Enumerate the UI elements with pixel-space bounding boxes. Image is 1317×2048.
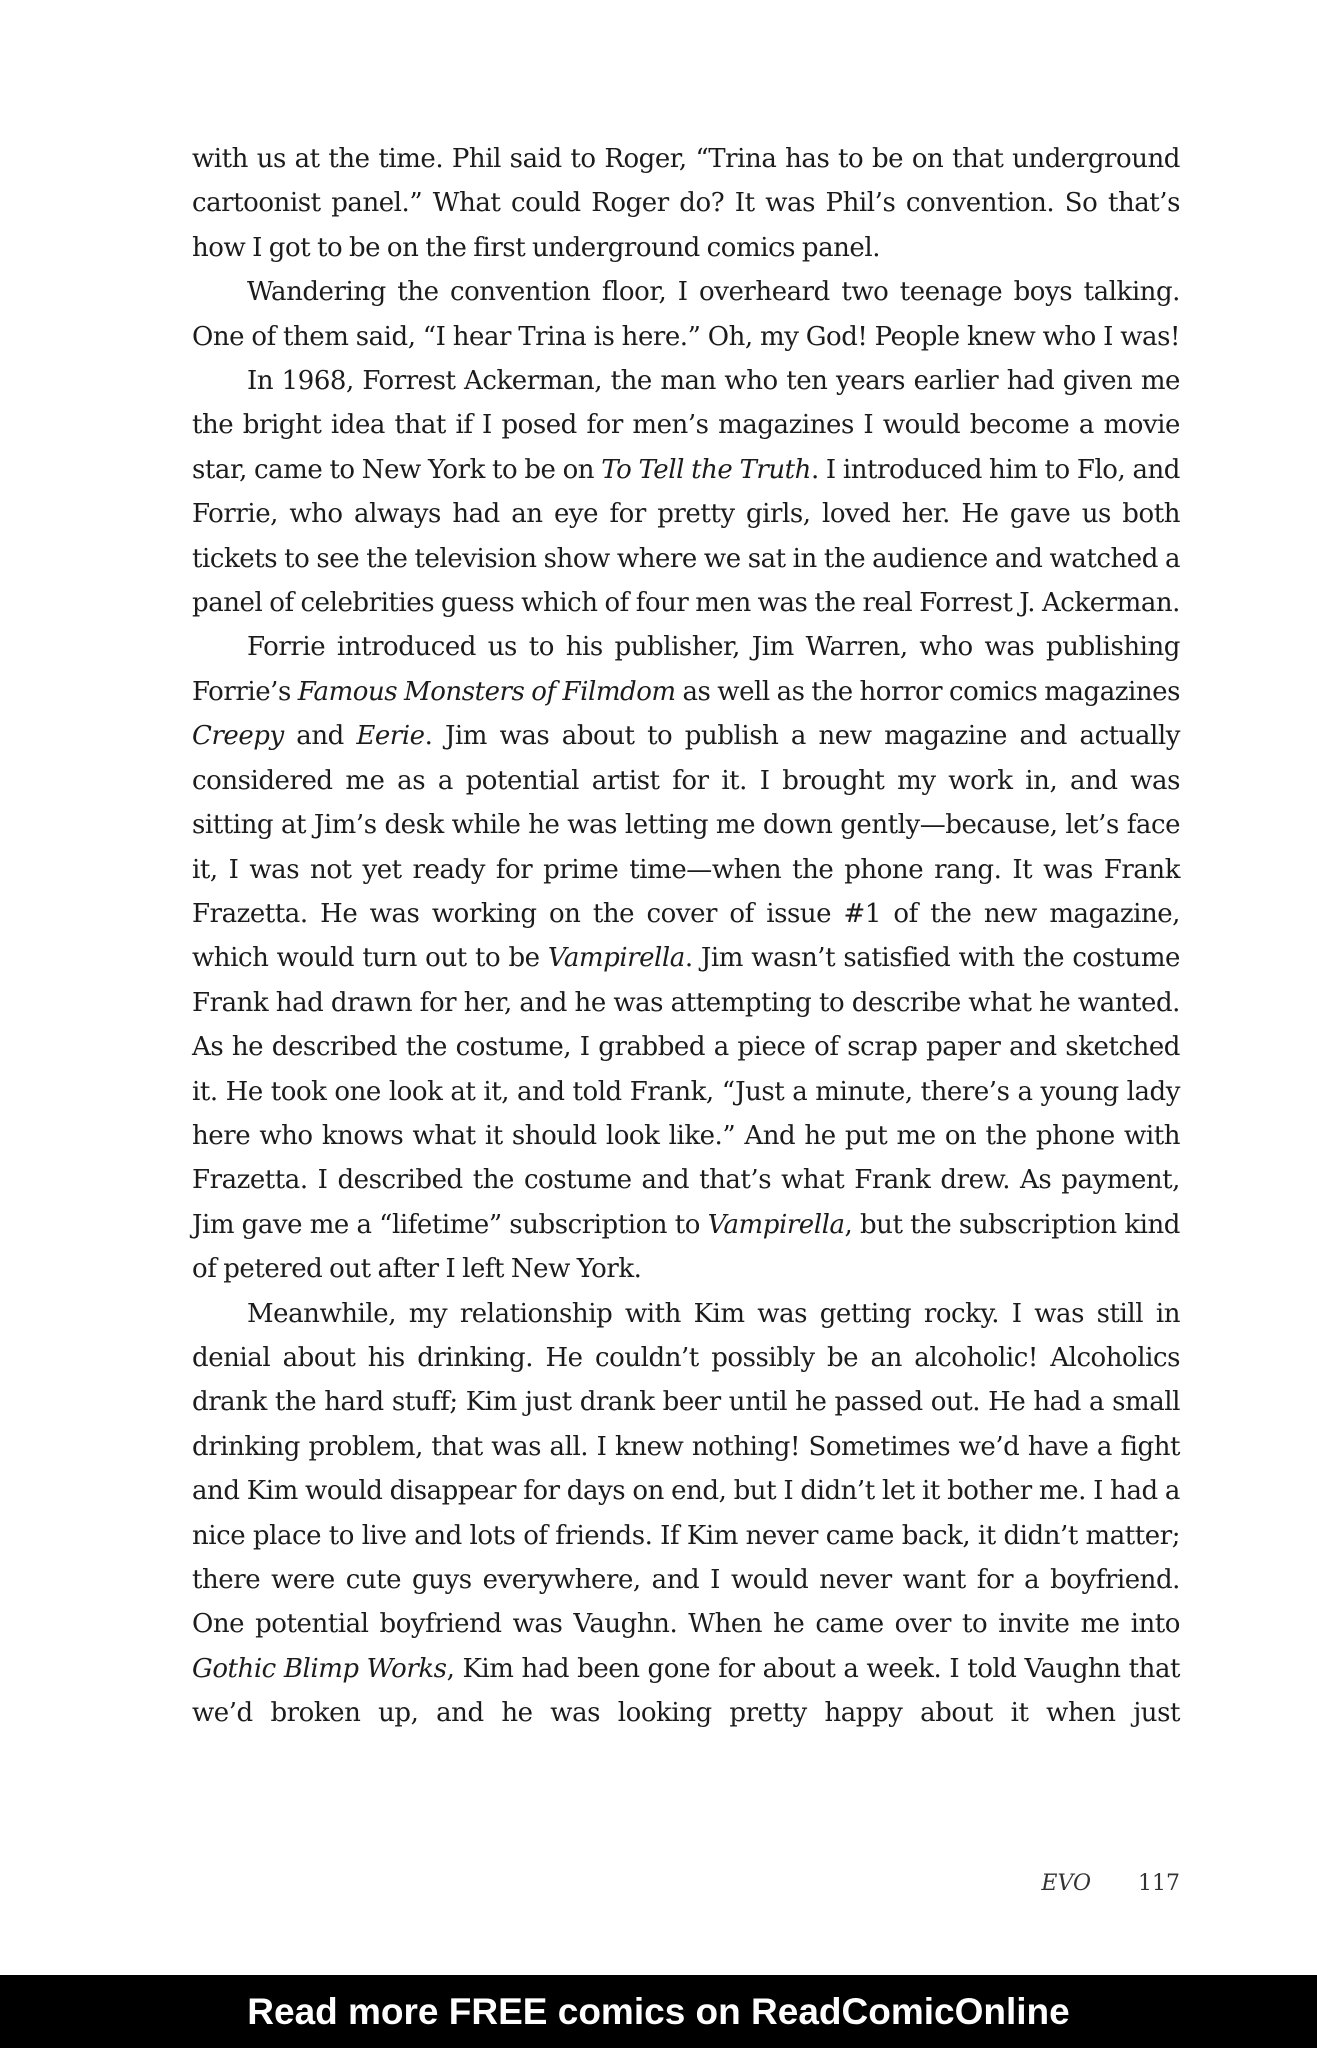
text-run: . Jim was about to publish a new magazine and actually considered me as a potential artist for it. I brought my work in, and was sitting at Jim’s desk while he was letting me down gently—because, let’s face it, I was not yet ready for prime time—when the phone rang. It was Frank Frazetta. He was working on the cover of issue #1 of the new magazine, which would turn out to be <box>192 721 1181 974</box>
text-run: Forrie introduced us to his publisher, Jim Warren, who was publishing Forrie’s <box>192 632 1180 707</box>
text-run: as well as the horror comics magazines <box>675 676 1180 707</box>
text-run: and <box>283 721 357 752</box>
italic-title: Eerie <box>356 721 425 752</box>
paragraph <box>192 270 1180 359</box>
running-title: EVO <box>1041 1871 1091 1896</box>
italic-title: Gothic Blimp Works <box>192 1653 447 1684</box>
promo-banner-text[interactable]: Read more FREE comics on ReadComicOnline <box>247 1990 1070 2032</box>
paragraph <box>192 625 1180 1291</box>
paragraph <box>192 1292 1180 1736</box>
page-number: 117 <box>1138 1871 1180 1896</box>
text-run: with us at the time. Phil said to Roger, “Trina has to be on that underground cartoonist panel.” What could Roger do? It was Phil’s convention. So that’s how I got to be on the first underground comics panel. <box>192 144 1180 263</box>
page-footer <box>192 1871 1180 1896</box>
text-run: , Kim had been gone for about a week. I told Vaughn that we’d broken up, and he was looking pretty happy about it when just <box>192 1653 1180 1729</box>
text-run: In 1968, Forrest Ackerman, the man who ten years earlier had given me the bright idea that if I posed for men’s magazines I would become a movie star, came to New York to be on <box>192 366 1180 485</box>
text-run: Wandering the convention floor, I overheard two teenage boys talking. One of them said, “I hear Trina is here.” Oh, my God! People knew who I was! <box>192 277 1180 352</box>
italic-title: Creepy <box>192 721 284 752</box>
text-run: . I introduced him to Flo, and Forrie, who always had an eye for pretty girls, loved her. He gave us both tickets to see the television show where we sat in the audience and watched a panel of celebrities guess which of four men was the real Forrest J. Ackerman. <box>192 454 1180 619</box>
italic-title: Famous Monsters of Filmdom <box>297 676 676 707</box>
paragraph <box>192 137 1180 270</box>
promo-banner[interactable] <box>0 1975 1317 2048</box>
italic-title: To Tell the Truth <box>601 454 811 485</box>
text-run: . Jim wasn’t satisfied with the costume Frank had drawn for her, and he was attempting to describe what he wanted. As he described the costume, I grabbed a piece of scrap paper and sketched it. He took one look at it, and told Frank, “Just a minute, there’s a young lady here who knows what it should look like.” And he put me on the phone with Frazetta. I described the costume and that’s what Frank drew. As payment, Jim gave me a “lifetime” subscription to <box>192 943 1180 1240</box>
italic-title: Vampirella <box>547 943 685 974</box>
italic-title: Vampirella <box>707 1209 845 1240</box>
body-text <box>192 137 1180 1736</box>
paragraph <box>192 359 1180 625</box>
text-run: , but the subscription kind of petered out after I left New York. <box>192 1209 1180 1285</box>
text-run: Meanwhile, my relationship with Kim was getting rocky. I was still in denial about his drinking. He couldn’t possibly be an alcoholic! Alcoholics drank the hard stuff; Kim just drank beer until he passed out. He had a small drinking problem, that was all. I knew nothing! Sometimes we’d have a fight and Kim would disappear for days on end, but I didn’t let it bother me. I had a nice place to live and lots of friends. If Kim never came back, it didn’t matter; there were cute guys everywhere, and I would never want for a boyfriend. One potential boyfriend was Vaughn. When he came over to invite me into <box>192 1298 1180 1640</box>
